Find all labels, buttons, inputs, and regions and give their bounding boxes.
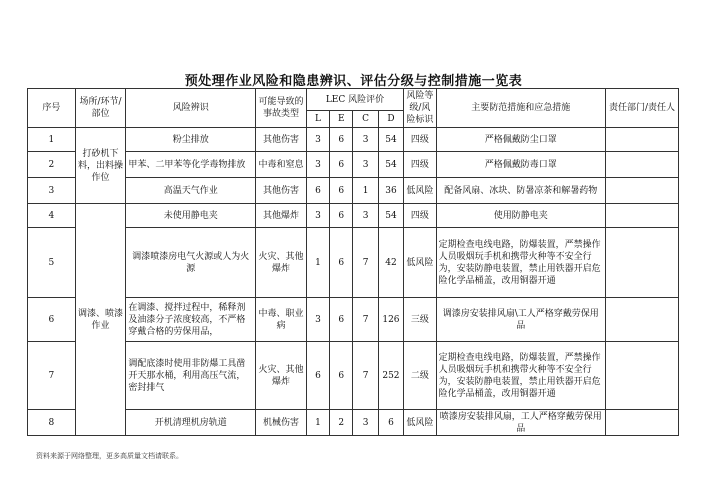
cell-d: 54 (378, 204, 403, 228)
cell-l: 6 (306, 178, 329, 204)
cell-responsible (605, 128, 678, 152)
cell-responsible (605, 204, 678, 228)
header-responsible: 责任部门/责任人 (605, 89, 678, 128)
cell-responsible (605, 342, 678, 410)
cell-d: 36 (378, 178, 403, 204)
cell-level: 四级 (404, 128, 436, 152)
cell-responsible (605, 152, 678, 178)
cell-d: 42 (378, 228, 403, 298)
cell-risk: 开机清理机房轨道 (126, 410, 256, 436)
cell-c: 7 (353, 298, 378, 342)
cell-e: 2 (330, 410, 353, 436)
table-row (28, 204, 679, 228)
table-row (28, 128, 679, 152)
cell-l: 1 (306, 410, 329, 436)
cell-level: 三级 (404, 298, 436, 342)
page-title: 预处理作业风险和隐患辨识、评估分级与控制措施一览表 (184, 74, 523, 89)
cell-d: 126 (378, 298, 403, 342)
cell-no: 1 (28, 128, 76, 152)
cell-level: 四级 (404, 152, 436, 178)
cell-level: 低风险 (404, 228, 436, 298)
cell-e: 6 (330, 152, 353, 178)
cell-c: 7 (353, 228, 378, 298)
table-row (28, 342, 679, 410)
header-accident-type: 可能导致的事故类型 (256, 89, 307, 128)
cell-level: 低风险 (404, 410, 436, 436)
cell-e: 6 (330, 178, 353, 204)
cell-measure: 配备风扇、冰块、防暑凉茶和解暑药物 (436, 178, 605, 204)
footer-note: 资料来源于网络整理，更多高质量文档请联系。 (36, 452, 183, 460)
cell-responsible (605, 410, 678, 436)
cell-e: 6 (330, 204, 353, 228)
cell-risk: 高温天气作业 (126, 178, 256, 204)
cell-c: 3 (353, 410, 378, 436)
cell-d: 252 (378, 342, 403, 410)
header-e: E (330, 111, 353, 128)
cell-type: 其他伤害 (256, 178, 307, 204)
cell-responsible (605, 298, 678, 342)
cell-c: 7 (353, 342, 378, 410)
cell-no: 8 (28, 410, 76, 436)
cell-measure: 喷漆房安装排风扇，工人严格穿戴劳保用品 (436, 410, 605, 436)
table-row (28, 410, 679, 436)
cell-type: 火灾、其他爆炸 (256, 228, 307, 298)
cell-no: 5 (28, 228, 76, 298)
header-measures: 主要防范措施和应急措施 (436, 89, 605, 128)
cell-d: 54 (378, 152, 403, 178)
header-c: C (353, 111, 378, 128)
cell-c: 3 (353, 204, 378, 228)
cell-d: 6 (378, 410, 403, 436)
cell-no: 7 (28, 342, 76, 410)
table-row (28, 152, 679, 178)
cell-type: 机械伤害 (256, 410, 307, 436)
cell-measure: 使用防静电夹 (436, 204, 605, 228)
cell-location: 调漆、喷漆作业 (75, 204, 126, 436)
cell-risk: 未使用静电夹 (126, 204, 256, 228)
cell-level: 二级 (404, 342, 436, 410)
header-risk: 风险辨识 (126, 89, 256, 128)
cell-no: 3 (28, 178, 76, 204)
cell-level: 四级 (404, 204, 436, 228)
cell-type: 中毒和窒息 (256, 152, 307, 178)
cell-l: 1 (306, 228, 329, 298)
table-row (28, 178, 679, 204)
cell-c: 1 (353, 178, 378, 204)
cell-l: 3 (306, 152, 329, 178)
cell-responsible (605, 178, 678, 204)
cell-measure: 严格佩戴防毒口罩 (436, 152, 605, 178)
cell-type: 其他伤害 (256, 128, 307, 152)
cell-responsible (605, 228, 678, 298)
cell-measure: 定期检查电线电路，防爆装置，严禁操作人员吸烟玩手机和携带火种等不安全行为，安装防静电装置，禁止用铁器开启危险化学品桶盖，改用铜器开通 (436, 228, 605, 298)
cell-no: 2 (28, 152, 76, 178)
header-row (28, 89, 679, 111)
cell-e: 6 (330, 128, 353, 152)
header-d: D (378, 111, 403, 128)
cell-measure: 严格佩戴防尘口罩 (436, 128, 605, 152)
cell-measure: 定期检查电线电路，防爆装置，严禁操作人员吸烟玩手机和携带火种等不安全行为，安装防静电装置，禁止用铁器开启危险化学品桶盖，改用铜器开通 (436, 342, 605, 410)
cell-l: 6 (306, 342, 329, 410)
cell-c: 3 (353, 152, 378, 178)
cell-measure: 调漆房安装排风扇\工人严格穿戴劳保用品 (436, 298, 605, 342)
header-lec: LEC 风险评价 (306, 89, 403, 111)
header-no: 序号 (28, 89, 76, 128)
cell-no: 6 (28, 298, 76, 342)
cell-risk: 粉尘排放 (126, 128, 256, 152)
risk-table (27, 88, 679, 436)
cell-risk: 调配底漆时使用非防爆工具凿开天那水桶，利用高压气流，密封排气 (126, 342, 256, 410)
cell-l: 3 (306, 128, 329, 152)
header-l: L (306, 111, 329, 128)
cell-type: 中毒、职业病 (256, 298, 307, 342)
cell-e: 6 (330, 228, 353, 298)
cell-e: 6 (330, 298, 353, 342)
cell-type: 火灾、其他爆炸 (256, 342, 307, 410)
table-row (28, 228, 679, 298)
table-row (28, 298, 679, 342)
cell-location: 打砂机下料，出料操作位 (75, 128, 126, 204)
cell-risk: 调漆喷漆房电气火源或人为火源 (126, 228, 256, 298)
cell-risk: 甲苯、二甲苯等化学毒物排放 (126, 152, 256, 178)
header-level: 风险等级/风险标识 (404, 89, 436, 128)
header-location: 场所/环节/部位 (75, 89, 126, 128)
cell-d: 54 (378, 128, 403, 152)
cell-no: 4 (28, 204, 76, 228)
cell-level: 低风险 (404, 178, 436, 204)
cell-type: 其他爆炸 (256, 204, 307, 228)
cell-e: 6 (330, 342, 353, 410)
cell-risk: 在调漆、搅拌过程中，稀释剂及油漆分子浓度较高，不严格穿戴合格的劳保用品， (126, 298, 256, 342)
cell-c: 3 (353, 128, 378, 152)
cell-l: 3 (306, 204, 329, 228)
cell-l: 3 (306, 298, 329, 342)
